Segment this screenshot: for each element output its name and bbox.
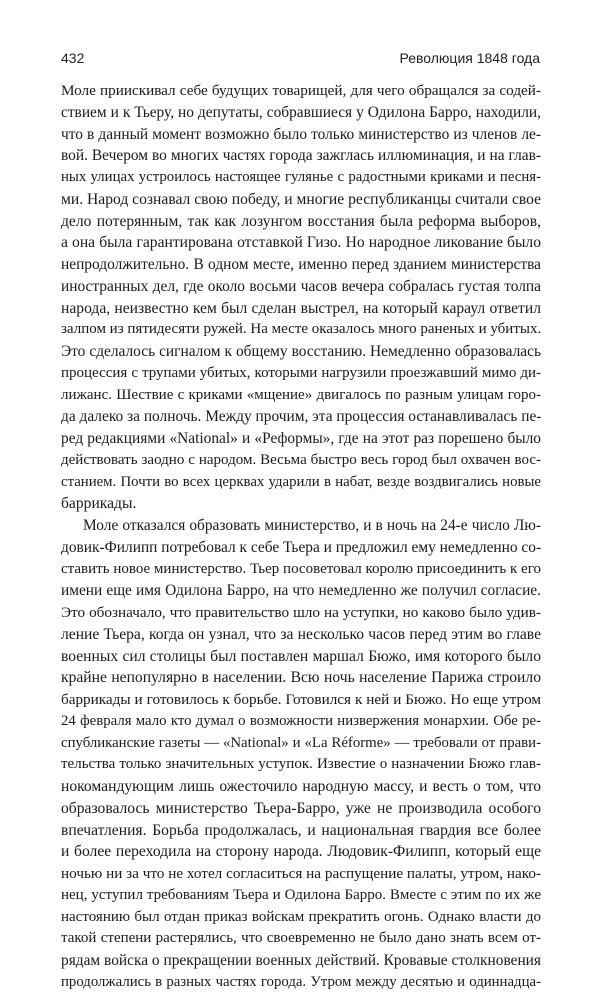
text-line: 24 февраля мало кто думал о возможности низвержения монархии. Обе ре- bbox=[61, 712, 541, 729]
text-line: вой. Вечером во многих частях города зажглась иллюминация, и на глав- bbox=[61, 147, 541, 165]
text-line: рядам войска о прекращении военных действий. Кровавые столкновения bbox=[61, 952, 541, 969]
running-title: Революция 1848 года bbox=[399, 50, 540, 66]
text-line: ставить новое министерство. Тьер посоветовал королю присоединить к его bbox=[61, 560, 541, 577]
text-line: действовать заодно с народом. Весьма быстро весь город был охвачен вос- bbox=[61, 451, 541, 468]
text-line: что в данный момент возможно было только министерство из членов ле- bbox=[61, 125, 541, 143]
text-line: станием. Почти во всех церквах ударили в набат, везде воздвигались новые bbox=[61, 473, 541, 490]
text-line: спубликанские газеты — «National» и «La Réforme» — требовали от прави- bbox=[61, 734, 541, 751]
text-line: ночью ни за что не хотел согласиться на распущение палаты, утром, нако- bbox=[61, 865, 541, 882]
text-line: иностранных дел, где около восьми часов вечера собралась густая толпа bbox=[61, 277, 541, 295]
text-line: народа, неизвестно кем был сделан выстрел, на который караул ответил bbox=[61, 299, 541, 317]
text-line: продолжались в разных частях города. Утром между десятью и одиннадца- bbox=[61, 973, 541, 990]
text-line: Моле отказался образовать министерство, и в ночь на 24-е число Лю- bbox=[83, 517, 541, 534]
text-line: баррикады и готовилось к борьбе. Готовился к ней и Бюжо. Но еще утром bbox=[61, 691, 541, 708]
text-line: дело потерянным, так как лозунгом восстания была реформа выборов, bbox=[61, 212, 541, 230]
text-line: крайне непопулярно в населении. Всю ночь население Парижа строило bbox=[61, 669, 541, 687]
text-line: нец, уступил требованиям Тьера и Одилона Барро. Вместе с этим по их же bbox=[61, 886, 541, 903]
paragraph bbox=[61, 80, 541, 515]
text-line: Это обозначало, что правительство шло на уступки, но каково было удив- bbox=[61, 604, 541, 621]
running-header bbox=[61, 50, 540, 66]
text-line: баррикады. bbox=[61, 495, 137, 513]
text-line: военных сил столицы был поставлен маршал Бюжо, имя которого было bbox=[61, 647, 541, 665]
text-line: тельства только значительных уступок. Известие о назначении Бюжо глав- bbox=[61, 756, 541, 773]
text-line: залпом из пятидесяти ружей. На месте оказалось много раненых и убитых. bbox=[61, 321, 542, 338]
text-line: да далеко за полночь. Между прочим, эта процессия останавливалась пе- bbox=[61, 408, 542, 426]
body-text bbox=[61, 80, 541, 994]
text-line: лижанс. Шествие с криками «мщение» двигалось по разным улицам горо- bbox=[61, 386, 541, 403]
text-line: ление Тьера, когда он узнал, что за несколько часов перед этим во главе bbox=[61, 625, 541, 643]
text-line: Это сделалось сигналом к общему восстанию. Немедленно образовалась bbox=[61, 343, 541, 360]
text-line: ных улицах устроилось настоящее гулянье с радостными криками и песня- bbox=[61, 169, 541, 185]
text-line: такой степени растерялись, что своевременно не было дано знать всем от- bbox=[61, 930, 541, 947]
text-line: нокомандующим лишь ожесточило народную массу, и весть о том, что bbox=[61, 778, 541, 795]
text-line: довик-Филипп потребовал к себе Тьера и предложил ему немедленно со- bbox=[61, 538, 542, 556]
text-line: ствием и к Тьеру, но депутаты, собравшиеся у Одилона Барро, находили, bbox=[61, 103, 541, 121]
text-line: настоянию был отдан приказ войскам прекратить огонь. Однако власти до bbox=[61, 908, 541, 925]
text-line: Моле приискивал себе будущих товарищей, для чего обращался за содей- bbox=[61, 82, 541, 99]
page-number: 432 bbox=[61, 50, 85, 66]
text-line: а она была гарантирована отставкой Гизо. Но народное ликование было bbox=[61, 234, 541, 252]
text-line: впечатления. Борьба продолжалась, и национальная гвардия все более bbox=[61, 821, 541, 839]
text-line: ред редакциями «National» и «Реформы», где на этот раз порешено было bbox=[61, 430, 541, 447]
text-line: процессия с трупами убитых, которыми нагрузили проезжавший мимо ди- bbox=[61, 364, 541, 381]
paragraph bbox=[61, 515, 541, 994]
text-line: образовалось министерство Тьера-Барро, уже не производила особого bbox=[61, 799, 541, 817]
text-line: и более переходила на сторону народа. Людовик-Филипп, который еще bbox=[61, 843, 541, 861]
text-line: ми. Народ сознавал свою победу, и многие республиканцы считали свое bbox=[61, 190, 542, 208]
text-line: имени еще имя Одилона Барро, на что немедленно же получил согласие. bbox=[61, 582, 541, 600]
text-line: непродолжительно. В одном месте, именно перед зданием министерства bbox=[61, 256, 541, 273]
